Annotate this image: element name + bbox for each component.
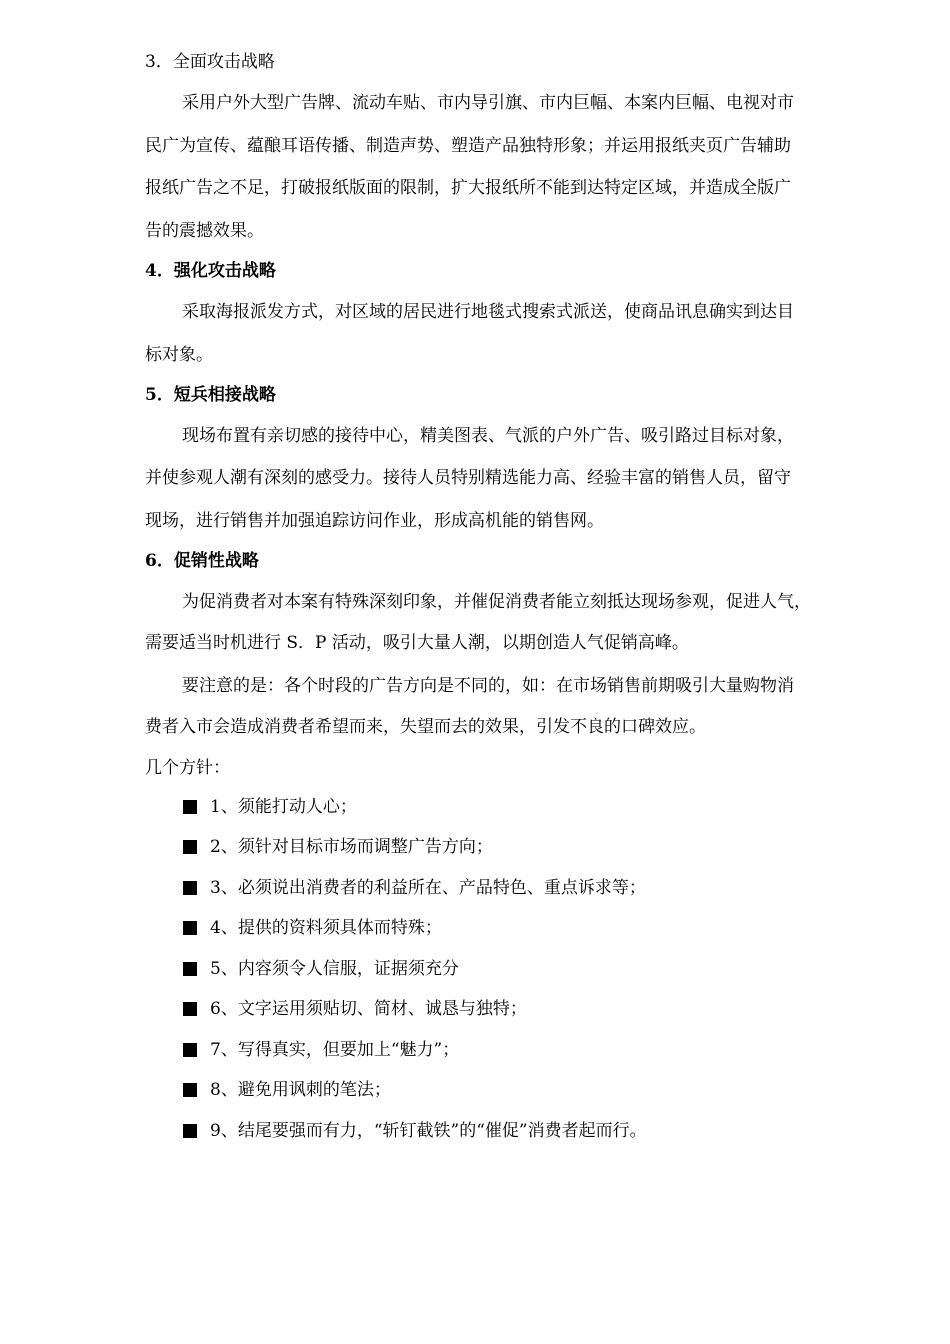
guideline-text: 7、写得真实，但要加上“魅力”； [210,1040,460,1060]
square-bullet-icon [183,881,197,895]
guideline-item [183,917,442,939]
section-6-paragraph-line: 需要适当时机进行 S．P 活动，吸引大量人潮，以期创造人气促销高峰。 [145,633,689,653]
section-heading-6: 6．促销性战略 [145,551,259,571]
guideline-item [183,998,527,1020]
section-5-paragraph-line: 现场，进行销售并加强追踪访问作业，形成高机能的销售网。 [145,511,604,531]
guideline-text: 6、文字运用须贴切、简材、诚恳与独特； [210,999,527,1019]
square-bullet-icon [183,1043,197,1057]
guidelines-title: 几个方针： [145,758,230,778]
square-bullet-icon [183,921,197,935]
square-bullet-icon [183,962,197,976]
guideline-text: 8、避免用讽刺的笔法； [210,1080,391,1100]
guideline-text: 1、须能打动人心； [210,797,357,817]
section-heading-3: 3．全面攻击战略 [145,52,275,72]
section-3-paragraph-line: 报纸广告之不足，打破报纸版面的限制，扩大报纸所不能到达特定区域，并造成全版广 [145,178,791,198]
guideline-text: 5、内容须令人信服，证据须充分 [210,959,459,979]
guideline-text: 2、须针对目标市场而调整广告方向； [210,837,493,857]
square-bullet-icon [183,840,197,854]
section-heading-4: 4．强化攻击战略 [145,261,276,281]
square-bullet-icon [183,1124,197,1138]
guideline-item [183,1079,391,1101]
square-bullet-icon [183,1002,197,1016]
square-bullet-icon [183,800,197,814]
section-3-paragraph-line: 民广为宣传、蕴酿耳语传播、制造声势、塑造产品独特形象；并运用报纸夹页广告辅助 [145,136,791,156]
section-heading-5: 5．短兵相接战略 [145,385,276,405]
section-3-paragraph-line: 采用户外大型广告牌、流动车贴、市内导引旗、市内巨幅、本案内巨幅、电视对市 [182,93,794,113]
section-4-paragraph-line: 标对象。 [145,345,213,365]
guideline-text: 3、必须说出消费者的利益所在、产品特色、重点诉求等； [210,878,646,898]
guideline-item [183,1120,647,1142]
section-6-paragraph-line: 为促消费者对本案有特殊深刻印象，并催促消费者能立刻抵达现场参观，促进人气， [182,592,811,612]
guideline-item [183,1039,459,1061]
guideline-item [183,796,357,818]
section-3-paragraph-line: 告的震撼效果。 [145,221,264,241]
square-bullet-icon [183,1083,197,1097]
guideline-text: 9、结尾要强而有力，“斩钉截铁”的“催促”消费者起而行。 [210,1121,647,1141]
guideline-text: 4、提供的资料须具体而特殊； [210,918,442,938]
guideline-item [183,836,493,858]
note-line: 要注意的是：各个时段的广告方向是不同的，如：在市场销售前期吸引大量购物消 [182,676,794,696]
note-line: 费者入市会造成消费者希望而来，失望而去的效果，引发不良的口碑效应。 [145,717,706,737]
guideline-item [183,877,646,899]
section-5-paragraph-line: 现场布置有亲切感的接待中心，精美图表、气派的户外广告、吸引路过目标对象， [182,426,794,446]
section-5-paragraph-line: 并使参观人潮有深刻的感受力。接待人员特别精选能力高、经验丰富的销售人员，留守 [145,468,791,488]
guideline-item [183,958,459,980]
section-4-paragraph-line: 采取海报派发方式，对区域的居民进行地毯式搜索式派送，使商品讯息确实到达目 [182,302,794,322]
